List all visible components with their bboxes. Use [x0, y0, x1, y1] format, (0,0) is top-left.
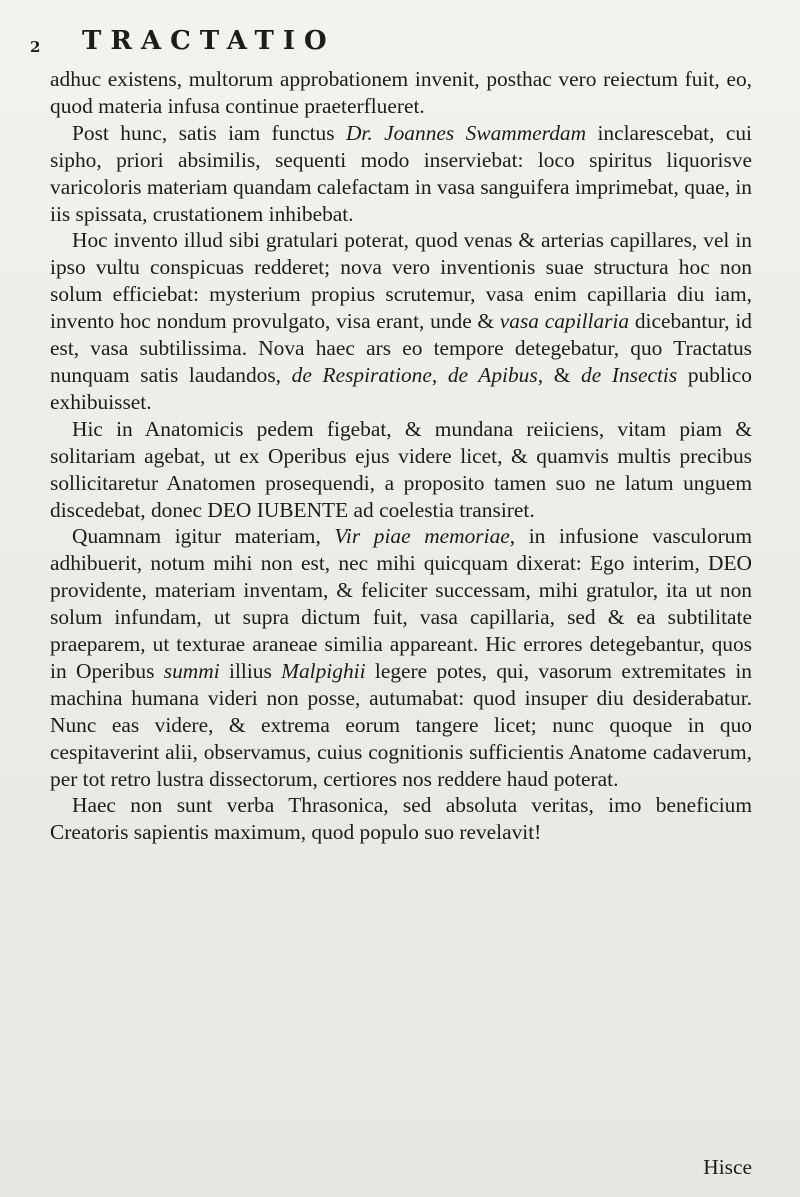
- work-title: de Respiratione: [291, 362, 432, 387]
- paragraph-text: Post hunc, satis iam functus: [72, 120, 346, 145]
- term: vasa capillaria: [499, 309, 630, 334]
- epithet: Vir piae memoriae: [334, 524, 510, 549]
- paragraph-text: adhuc existens, multorum approbationem invenit, posthac vero reiectum fuit, eo, quod materia infusa continue praeterflueret.: [50, 67, 752, 118]
- paragraph: [50, 416, 752, 524]
- work-title: de Insectis: [581, 362, 678, 387]
- paragraph-text: Haec non sunt verba Thrasonica, sed absoluta veritas, imo beneficium Creatoris sapientis maximum, quod populo suo revelavit!: [50, 793, 752, 845]
- page-header: [30, 22, 770, 64]
- paragraph-text: , in infusione vasculorum adhibuerit, notum mihi non est, nec mihi quicquam dixerat: Ego interim, DEO providente, materiam inventam, & feliciter successam, mihi gratulor, ita ut non solum infundam, ut supra dictum fuit, vasa capillaria, sed & ea subtilitate praeparem, ut texturae araneae similia appareant. Hic errores detegebantur, quos in Operibus: [50, 524, 753, 683]
- paragraph-text: legere potes, qui, vasorum extremitates in machina humana videri non posse, autumabat: quod insuper diu desiderabatur. Nunc eas videre, & extrema eorum tangere licet; nunc quoque in quo cespitaverint alii, observamus, cuius cognitionis sufficientis Anatome cadaverum, per tot retro lustra dissectorum, certiores nos reddere haud poterat.: [50, 658, 752, 791]
- epithet: summi: [163, 658, 220, 683]
- running-head: TRACTATIO: [82, 26, 336, 56]
- paragraph-text: , &: [537, 362, 581, 387]
- paragraph-text: dicebantur, id est, vasa subtilissima. Nova haec ars eo tempore detegebatur, quo Tractatus nunquam satis laudandos,: [50, 309, 752, 387]
- person-name: Dr. Joannes Swammerdam: [345, 120, 587, 145]
- paragraph: [50, 120, 752, 228]
- work-title: de Apibus: [447, 362, 538, 387]
- paragraph-text: ,: [431, 362, 448, 387]
- paragraph: [50, 523, 752, 792]
- paragraph-text: inclarescebat, cui sipho, priori absimilis, sequenti modo inserviebat: loco spiritus liquorisve varicoloris materiam quandam calefactam in vasa sanguifera imprimebat, quae, in iis spissata, crustationem inhibebat.: [50, 120, 752, 226]
- paragraph: [50, 66, 752, 120]
- paragraph-text: Hic in Anatomicis pedem figebat, & mundana reiiciens, vitam piam & solitariam agebat, ut ex Operibus ejus videre licet, & quamvis multis precibus sollicitaretur Anatomen prosequendi, a proposito tamen suo ne latum unguem discedebat, donec DEO IUBENTE ad coelestia transiret.: [50, 416, 752, 522]
- catchword: Hisce: [703, 1155, 752, 1179]
- paragraph-text: Hoc invento illud sibi gratulari poterat, quod venas & arterias capillares, vel in ipso vultu conspicuas redderet; nova vero inventionis suae structura hoc non solum efficiebat: mysterium propius scrutemur, vasa enim capillaria diu iam, invento hoc nondum provulgato, visa erant, unde &: [50, 228, 752, 334]
- body-text: [50, 66, 752, 848]
- person-name: Malpighii: [281, 658, 366, 683]
- page-number: 2: [30, 38, 41, 56]
- paragraph: [50, 792, 752, 846]
- paragraph-text: publico exhibuisset.: [50, 362, 752, 414]
- paragraph-text: Quamnam igitur materiam,: [72, 524, 335, 549]
- paragraph: [50, 227, 752, 415]
- paragraph-text: illius: [219, 658, 282, 683]
